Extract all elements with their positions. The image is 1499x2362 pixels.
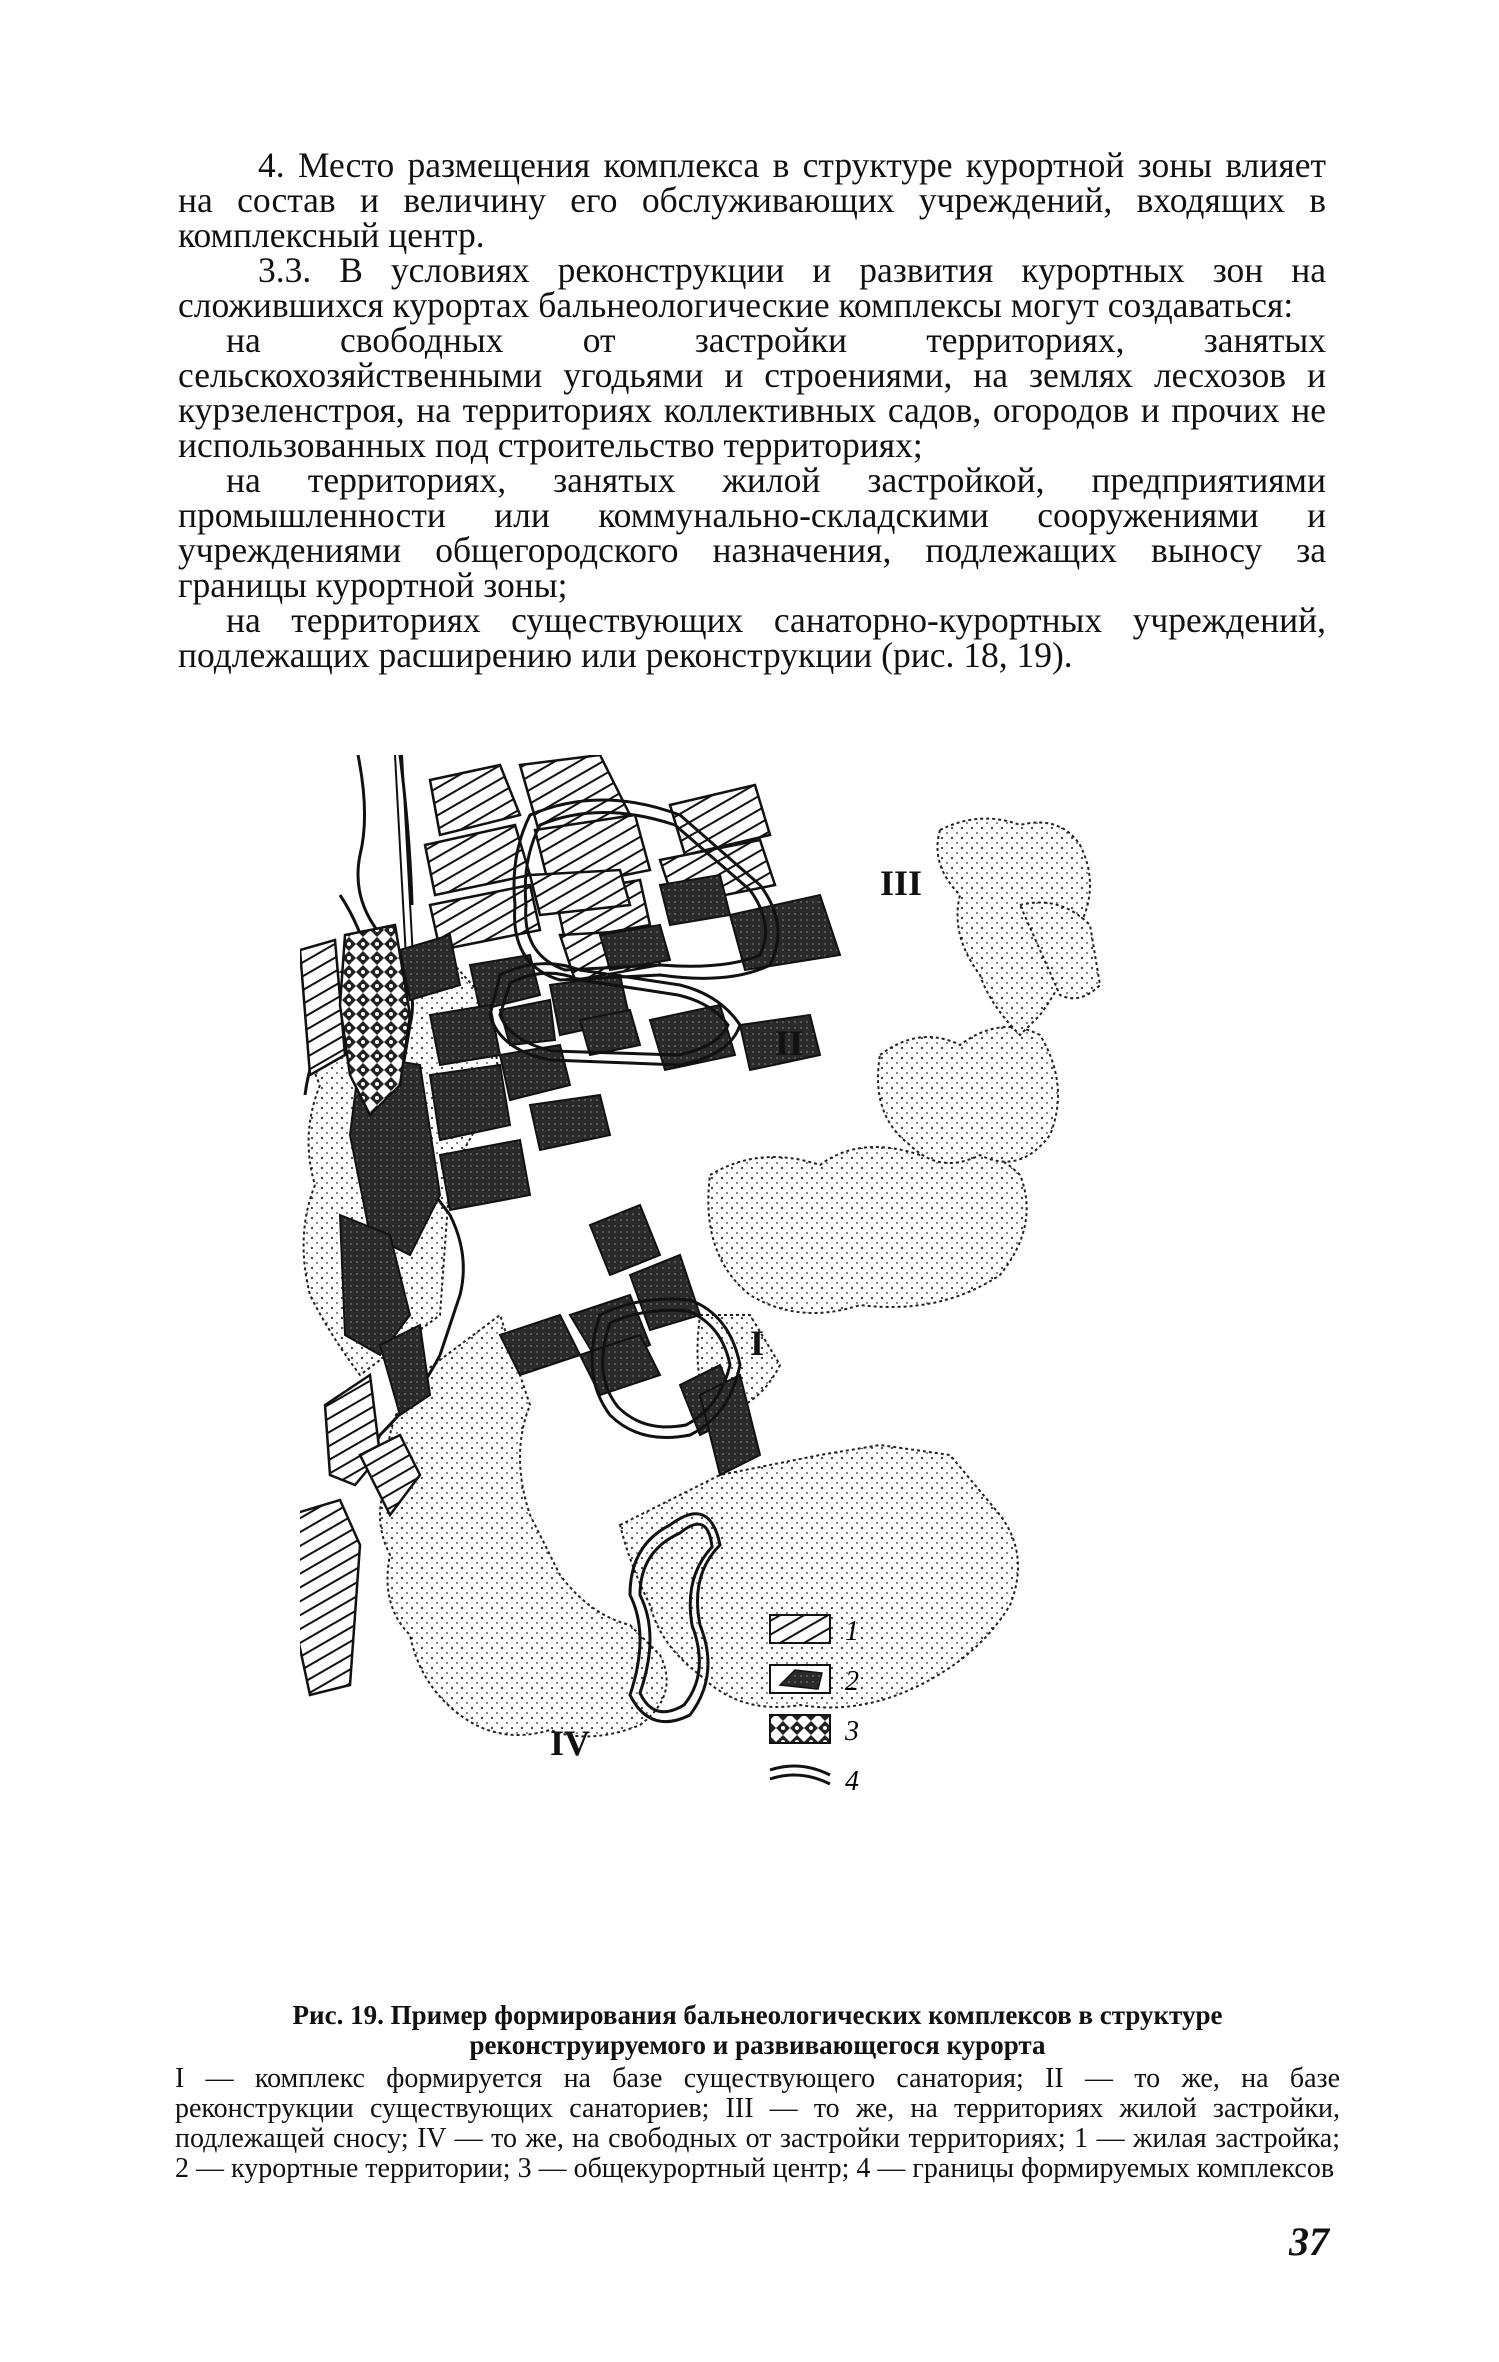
- paragraph-5: на территориях существующих санаторно-курортных учреждений, подлежащих расширению или реконструкции (рис. 18, 19).: [178, 600, 1326, 675]
- zone-label-III: III: [880, 863, 923, 903]
- legend-swatch-3: [770, 1715, 830, 1743]
- paragraph-1: 4. Место размещения комплекса в структуре курортной зоны влияет на состав и величину его обслуживающих учреждений, входящих в комплексный центр.: [178, 145, 1326, 255]
- resort-map-figure: [300, 755, 1200, 1905]
- body-text: [178, 145, 1326, 675]
- legend-swatch-4: [770, 1766, 830, 1784]
- paragraph-3: на свободных от застройки территориях, занятых сельскохозяйственными угодьями и строениями, на землях лесхозов и курзеленстроя, на территориях коллективных садов, огородов и прочих не использованных под строительство территориях;: [178, 320, 1326, 465]
- zone-label-I: I: [750, 1323, 765, 1363]
- zone-label-II: II: [775, 1023, 804, 1063]
- legend-label-1: 1: [845, 1616, 859, 1647]
- paragraph-2: 3.3. В условиях реконструкции и развития курортных зон на сложившихся курортах бальнеологические комплексы могут создаваться:: [178, 250, 1326, 325]
- caption-body: I — комплекс формируется на базе существующего санатория; II — то же, на базе реконструкции существующих санаториев; III — то же, на территориях жилой застройки, подлежащей сносу; IV — то же, на свободных от застройки территориях; 1 — жилая застройка; 2 — курортные территории; 3 — общекурортный центр; 4 — границы формируемых комплексов: [175, 2063, 1340, 2184]
- caption-title: Рис. 19. Пример формирования бальнеологических комплексов в структуре реконструируемого и развивающегося курорта: [292, 2000, 1223, 2060]
- page-number: 37: [1289, 2219, 1329, 2264]
- zone-label-IV: IV: [550, 1723, 591, 1763]
- legend-label-3: 3: [845, 1716, 859, 1747]
- legend-swatch-1: [770, 1615, 830, 1643]
- legend-label-4: 4: [845, 1766, 859, 1797]
- figure-caption: [175, 2000, 1340, 2184]
- legend-label-2: 2: [845, 1666, 859, 1697]
- paragraph-4: на территориях, занятых жилой застройкой, предприятиями промышленности или коммунально-складскими сооружениями и учреждениями общегородского назначения, подлежащих выносу за границы курортной зоны;: [178, 460, 1326, 605]
